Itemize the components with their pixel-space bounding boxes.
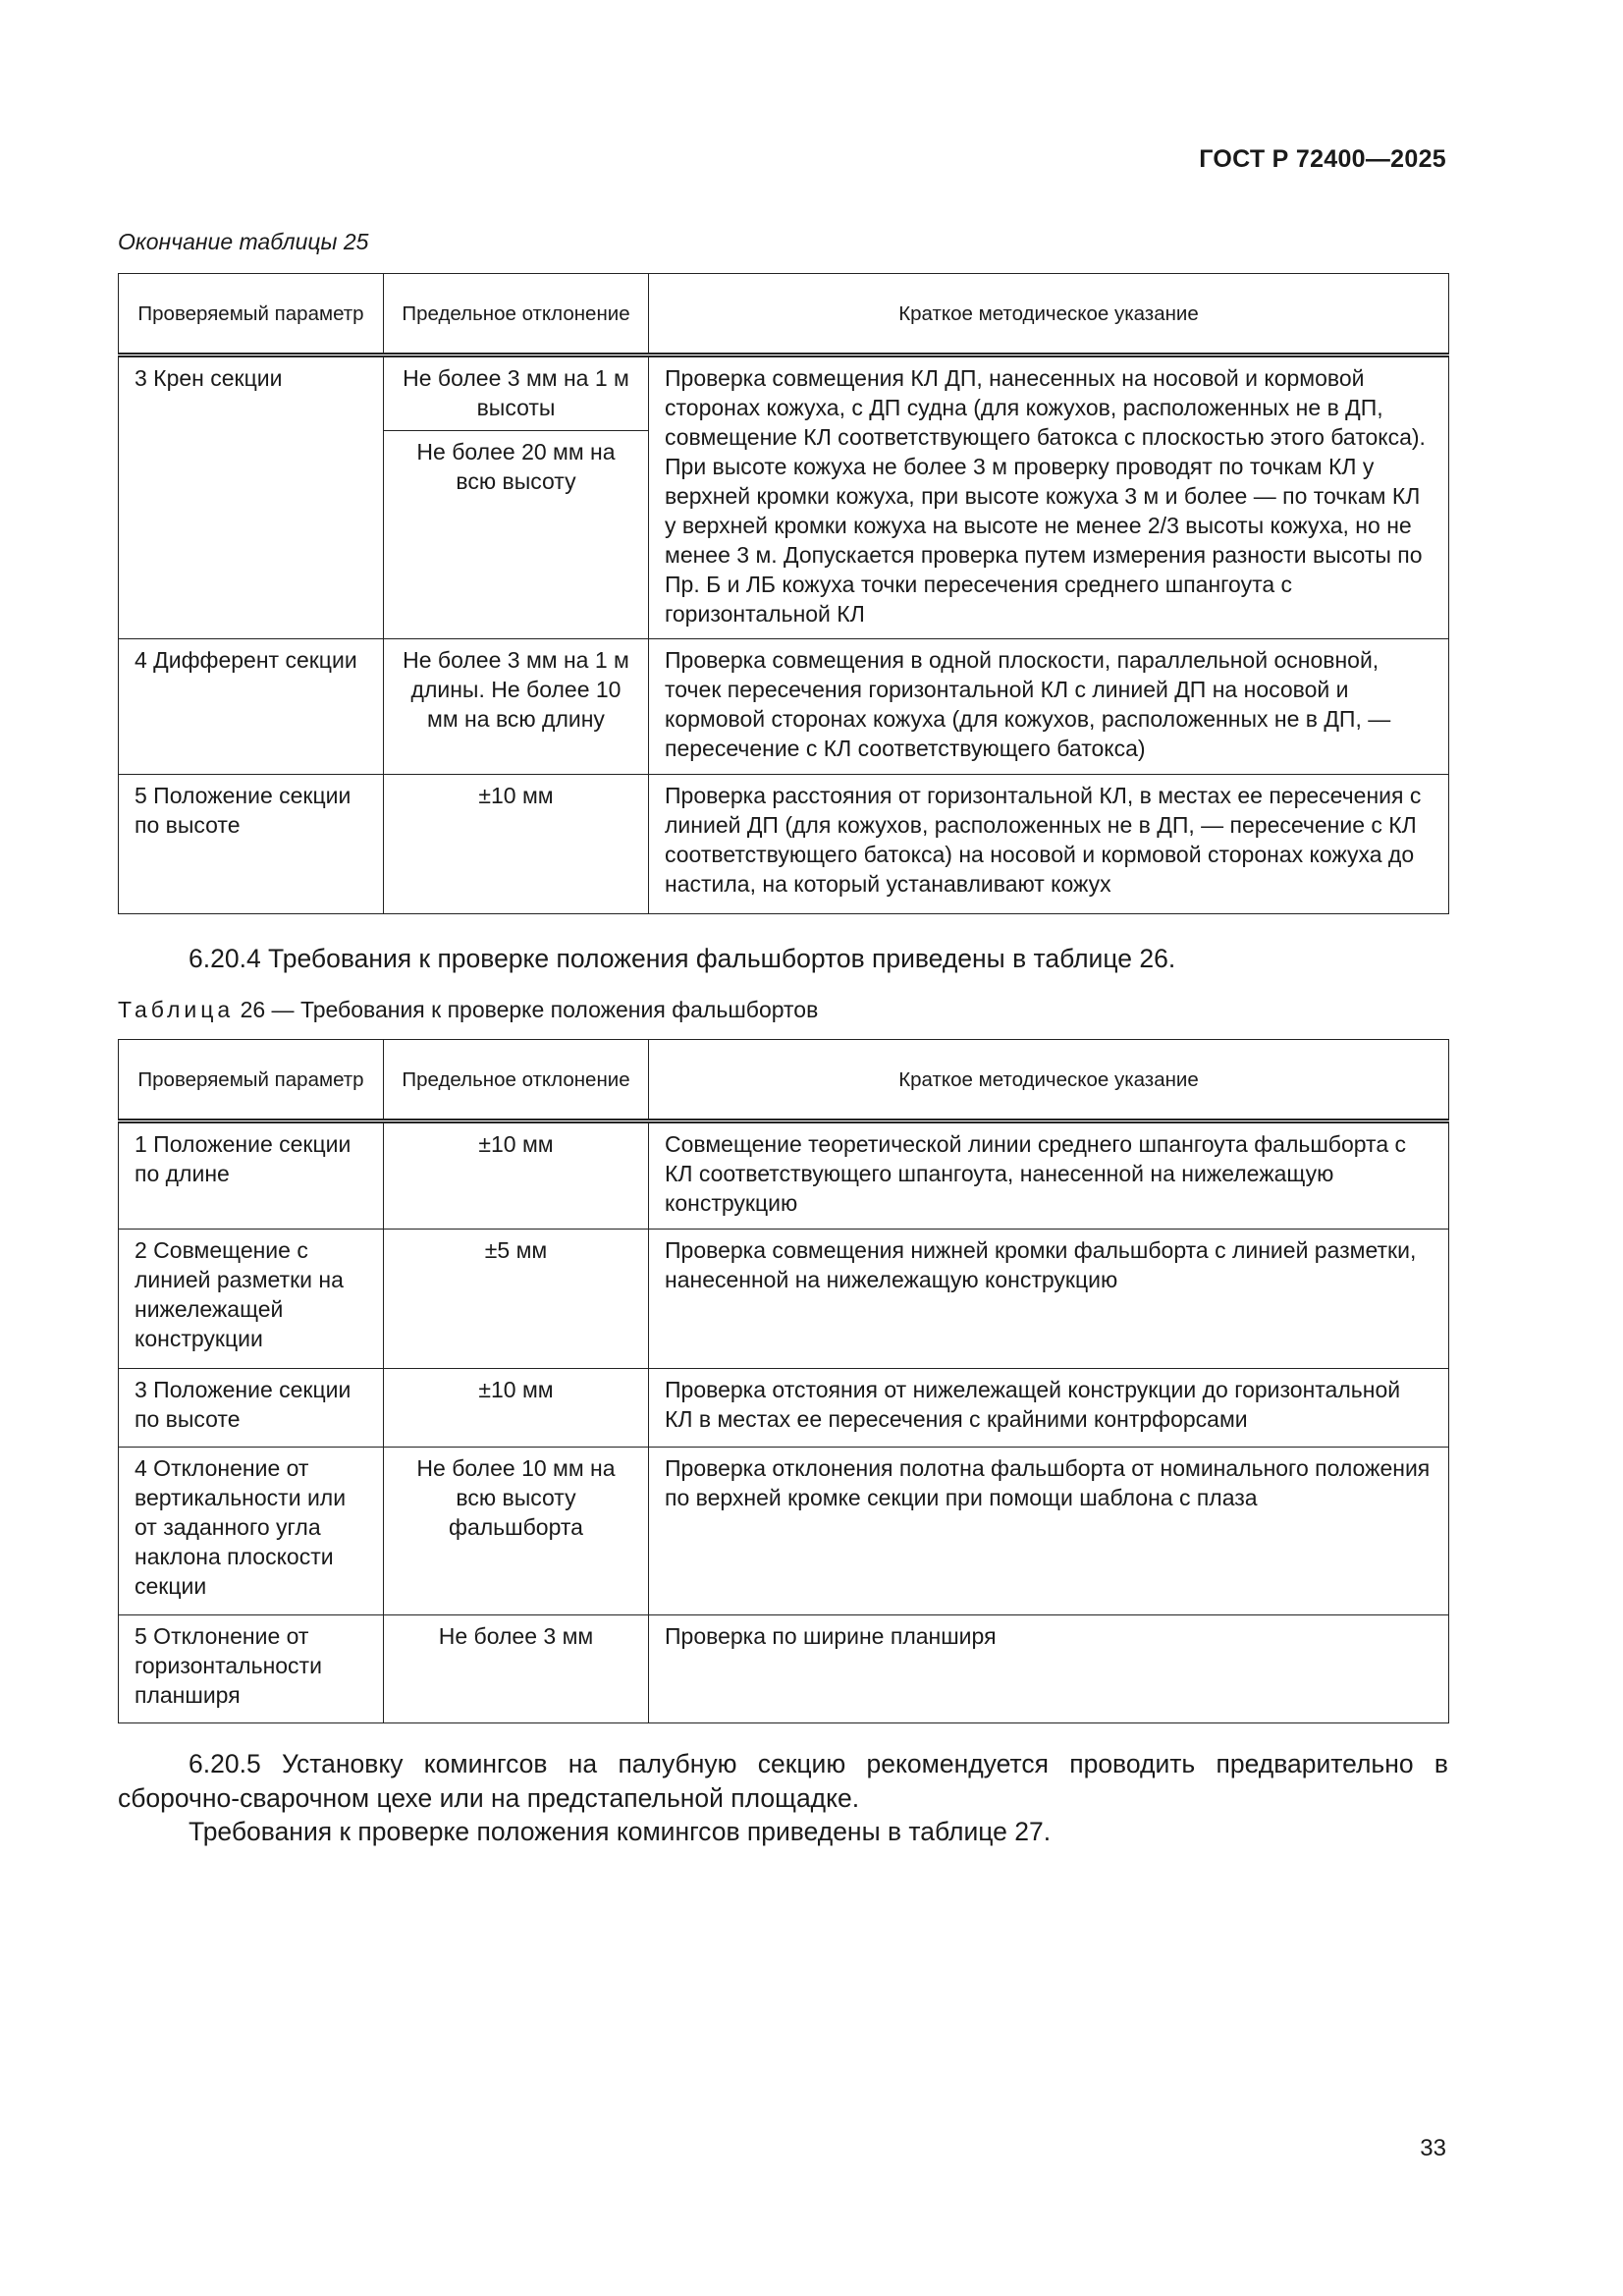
instruction-cell: Проверка отстояния от нижележащей конструкции до горизонтальной КЛ в местах ее пересечения с крайними контрфорсами xyxy=(649,1369,1449,1448)
instruction-cell: Проверка совмещения в одной плоскости, параллельной основной, точек пересечения горизонтальной КЛ с линией ДП на носовой и кормовой сторонах кожуха (для кожухов, расположенных не в ДП, — пересечение с КЛ соответствующего батокса) xyxy=(649,639,1449,775)
parameter-cell: 4 Отклонение от вертикальности или от заданного угла наклона плоскости секции xyxy=(119,1448,384,1615)
table-25-continuation-caption: Окончание таблицы 25 xyxy=(118,229,369,254)
table-row xyxy=(119,639,1449,775)
instruction-cell: Совмещение теоретической линии среднего шпангоута фальшборта с КЛ соответствующего шпангоута, нанесенной на нижележащую конструкцию xyxy=(649,1121,1449,1230)
instruction-cell: Проверка по ширине планширя xyxy=(649,1615,1449,1723)
table-row xyxy=(119,355,1449,431)
deviation-cell: Не более 3 мм xyxy=(384,1615,649,1723)
deviation-cell: Не более 10 мм на всю высоту фальшборта xyxy=(384,1448,649,1615)
table-26-caption xyxy=(118,997,818,1023)
table-row xyxy=(119,1615,1449,1723)
column-header-instruction: Краткое методическое указание xyxy=(649,1040,1449,1121)
table-caption-label: Таблица xyxy=(118,997,235,1022)
instruction-cell: Проверка совмещения КЛ ДП, нанесенных на носовой и кормовой сторонах кожуха, с ДП судна (для кожухов, расположенных не в ДП, совмещение КЛ соответствующего батокса с плоскостью этого батокса). При высоте кожуха не более 3 м проверку проводят по точкам КЛ у верхней кромки кожуха, при высоте кожуха 3 м и более — по точкам КЛ у верхней кромки кожуха на высоте не менее 2/3 высоты кожуха, но не менее 3 м. Допускается проверка путем измерения разности высоты по Пр. Б и ЛБ кожуха точки пересечения среднего шпангоута с горизонтальной КЛ xyxy=(649,355,1449,639)
deviation-cell: Не более 3 мм на 1 м высоты xyxy=(384,355,649,431)
parameter-cell: 3 Крен секции xyxy=(119,355,384,639)
table-row xyxy=(119,1121,1449,1230)
paragraph-table-27-reference: Требования к проверке положения комингсов приведены в таблице 27. xyxy=(189,1817,1052,1846)
table-header-row xyxy=(119,274,1449,355)
table-row xyxy=(119,1230,1449,1369)
parameter-cell: 4 Дифферент секции xyxy=(119,639,384,775)
table-25 xyxy=(118,273,1449,914)
column-header-deviation: Предельное отклонение xyxy=(384,274,649,355)
deviation-cell: Не более 20 мм на всю высоту xyxy=(384,431,649,639)
page-number: 33 xyxy=(1420,2135,1446,2161)
deviation-cell: ±10 мм xyxy=(384,1369,649,1448)
deviation-cell: ±10 мм xyxy=(384,1121,649,1230)
instruction-cell: Проверка расстояния от горизонтальной КЛ, в местах ее пересечения с линией ДП (для кожухов, расположенных не в ДП, — пересечение с КЛ соответствующего батокса) на носовой и кормовой сторонах кожуха до настила, на который устанавливают кожух xyxy=(649,775,1449,914)
table-row xyxy=(119,1369,1449,1448)
column-header-instruction: Краткое методическое указание xyxy=(649,274,1449,355)
table-26 xyxy=(118,1039,1449,1723)
table-row xyxy=(119,775,1449,914)
parameter-cell: 1 Положение секции по длине xyxy=(119,1121,384,1230)
column-header-parameter: Проверяемый параметр xyxy=(119,1040,384,1121)
parameter-cell: 5 Отклонение от горизонтальности планширя xyxy=(119,1615,384,1723)
paragraph-6-20-4: 6.20.4 Требования к проверке положения фальшбортов приведены в таблице 26. xyxy=(189,944,1176,973)
parameter-cell: 3 Положение секции по высоте xyxy=(119,1369,384,1448)
parameter-cell: 2 Совмещение с линией разметки на нижележащей конструкции xyxy=(119,1230,384,1369)
paragraph-6-20-5: 6.20.5 Установку комингсов на палубную секцию рекомендуется проводить предварительно в сборочно-сварочном цехе или на предстапельной площадке. xyxy=(118,1749,1448,1813)
deviation-cell: ±5 мм xyxy=(384,1230,649,1369)
table-row xyxy=(119,1448,1449,1615)
instruction-cell: Проверка отклонения полотна фальшборта от номинального положения по верхней кромке секции при помощи шаблона с плаза xyxy=(649,1448,1449,1615)
deviation-cell: ±10 мм xyxy=(384,775,649,914)
table-caption-title: 26 — Требования к проверке положения фальшбортов xyxy=(234,997,819,1022)
column-header-parameter: Проверяемый параметр xyxy=(119,274,384,355)
parameter-cell: 5 Положение секции по высоте xyxy=(119,775,384,914)
table-header-row xyxy=(119,1040,1449,1121)
column-header-deviation: Предельное отклонение xyxy=(384,1040,649,1121)
instruction-cell: Проверка совмещения нижней кромки фальшборта с линией разметки, нанесенной на нижележащую конструкцию xyxy=(649,1230,1449,1369)
deviation-cell: Не более 3 мм на 1 м длины. Не более 10 мм на всю длину xyxy=(384,639,649,775)
document-code: ГОСТ Р 72400—2025 xyxy=(1199,145,1446,173)
